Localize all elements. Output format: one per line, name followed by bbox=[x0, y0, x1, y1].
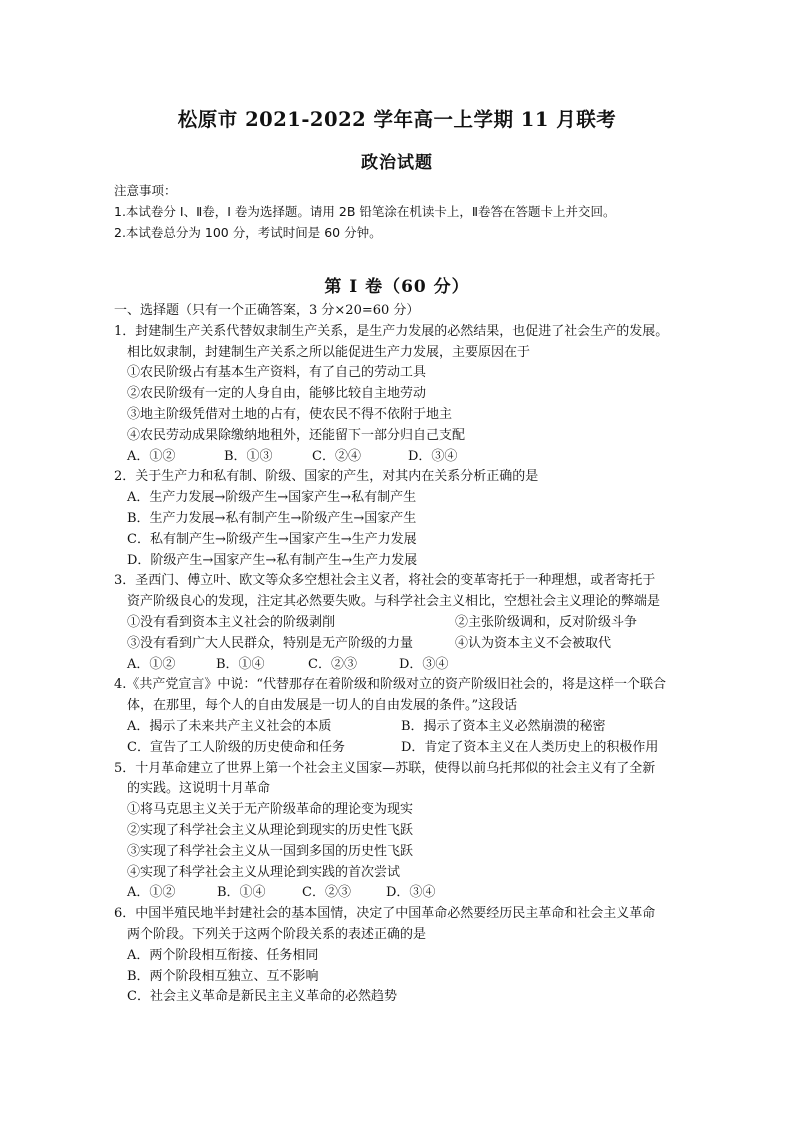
question-stem: 4.《共产党宣言》中说：“代替那存在着阶级和阶级对立的资产阶级旧社会的，将是这样一个联合 bbox=[114, 677, 667, 693]
choice-a: A．两个阶段相互衔接、任务相同 bbox=[127, 947, 319, 963]
statement-item: ②主张阶级调和，反对阶级斗争 bbox=[455, 614, 638, 630]
question-stem: 5．十月革命建立了世界上第一个社会主义国家—苏联，使得以前乌托邦似的社会主义有了全新 bbox=[114, 760, 656, 776]
option-d: D．③④ bbox=[386, 885, 436, 901]
statement-item: ③没有看到广大人民群众，特别是无产阶级的力量 bbox=[127, 635, 414, 651]
option-row bbox=[114, 883, 714, 904]
statement-item: ③实现了科学社会主义从一国到多国的历史性飞跃 bbox=[127, 843, 414, 859]
statement-item: ①没有看到资本主义社会的阶级剥削 bbox=[127, 614, 336, 630]
choice-b: B．揭示了资本主义必然崩溃的秘密 bbox=[401, 718, 606, 734]
option-a: A．①② bbox=[127, 885, 176, 901]
statement-item: ④实现了科学社会主义从理论到实践的首次尝试 bbox=[127, 864, 401, 880]
option-a: A．①② bbox=[127, 448, 176, 464]
question-3 bbox=[114, 571, 714, 675]
question-stem: 2．关于生产力和私有制、阶级、国家的产生，对其内在关系分析正确的是 bbox=[114, 469, 539, 485]
statement-item: ④农民劳动成果除缴纳地租外，还能留下一部分归自己支配 bbox=[127, 427, 466, 443]
question-list bbox=[114, 301, 714, 1008]
statement-item: ①将马克思主义关于无产阶级革命的理论变为现实 bbox=[127, 802, 414, 818]
choice-c: C．社会主义革命是新民主主义革命的必然趋势 bbox=[127, 989, 397, 1005]
choice-c: C．私有制产生→阶级产生→国家产生→生产力发展 bbox=[127, 531, 417, 547]
question-stem: 3．圣西门、傅立叶、欧文等众多空想社会主义者，将社会的变革寄托于一种理想，或者寄托于 bbox=[114, 573, 656, 589]
statement-item: ④认为资本主义不会被取代 bbox=[455, 635, 612, 651]
notes-heading: 注意事项： bbox=[114, 183, 177, 198]
question-1 bbox=[114, 322, 714, 468]
choice-c: C．宣告了工人阶级的历史使命和任务 bbox=[127, 739, 345, 755]
option-b: B．①④ bbox=[216, 656, 265, 672]
question-stem: 体，在那里，每个人的自由发展是一切人的自由发展的条件。”这段话 bbox=[127, 698, 518, 714]
question-stem: 6．中国半殖民地半封建社会的基本国情，决定了中国革命必然要经历民主革命和社会主义革命 bbox=[114, 906, 656, 922]
option-b: B．①③ bbox=[224, 448, 273, 464]
question-2 bbox=[114, 467, 714, 571]
question-6 bbox=[114, 904, 714, 1008]
notes-item: 2.本试卷总分为 100 分，考试时间是 60 分钟。 bbox=[114, 225, 382, 240]
statement-item: ②实现了科学社会主义从理论到现实的历史性飞跃 bbox=[127, 822, 414, 838]
choice-row bbox=[114, 717, 714, 738]
option-row bbox=[114, 447, 714, 468]
choice-d: D．阶级产生→国家产生→私有制产生→生产力发展 bbox=[127, 552, 418, 568]
option-row bbox=[114, 655, 714, 676]
choice-row bbox=[114, 738, 714, 759]
choice-b: B．生产力发展→私有制产生→阶级产生→国家产生 bbox=[127, 510, 417, 526]
question-4 bbox=[114, 675, 714, 758]
question-stem: 资产阶级良心的发现，注定其必然要失败。与科学社会主义相比，空想社会主义理论的弊端是 bbox=[127, 594, 661, 610]
question-stem: 两个阶段。下列关于这两个阶段关系的表述正确的是 bbox=[127, 926, 427, 942]
question-stem: 1．封建制生产关系代替奴隶制生产关系，是生产力发展的必然结果，也促进了社会生产的发展。 bbox=[114, 323, 669, 339]
option-c: C．②③ bbox=[302, 885, 351, 901]
statement-item: ②农民阶级有一定的人身自由，能够比较自主地劳动 bbox=[127, 386, 427, 402]
notes-item: 1.本试卷分 I、Ⅱ卷，I 卷为选择题。请用 2B 铅笔涂在机读卡上，Ⅱ卷答在答题卡上并交回。 bbox=[114, 204, 616, 219]
statement-item: ①农民阶级占有基本生产资料，有了自己的劳动工具 bbox=[127, 365, 427, 381]
statement-row bbox=[114, 634, 714, 655]
statement-item: ③地主阶级凭借对土地的占有，使农民不得不依附于地主 bbox=[127, 406, 453, 422]
question-stem: 相比奴隶制，封建制生产关系之所以能促进生产力发展，主要原因在于 bbox=[127, 344, 531, 360]
exam-subject: 政治试题 bbox=[361, 153, 433, 173]
question-stem: 的实践。这说明十月革命 bbox=[127, 781, 271, 797]
option-c: C．②④ bbox=[312, 448, 361, 464]
option-a: A．①② bbox=[127, 656, 176, 672]
question-5 bbox=[114, 759, 714, 905]
option-b: B．①④ bbox=[217, 885, 266, 901]
section-title: 第 I 卷（60 分） bbox=[324, 277, 470, 297]
choice-d: D．肯定了资本主义在人类历史上的积极作用 bbox=[401, 739, 659, 755]
exam-title: 松原市 2021-2022 学年高一上学期 11 月联考 bbox=[177, 108, 617, 131]
option-c: C．②③ bbox=[308, 656, 357, 672]
notes-block bbox=[114, 180, 616, 243]
section-intro: 一、选择题（只有一个正确答案，3 分×20=60 分） bbox=[114, 303, 420, 318]
option-d: D．③④ bbox=[408, 448, 458, 464]
choice-a: A．生产力发展→阶级产生→国家产生→私有制产生 bbox=[127, 490, 417, 506]
choice-b: B．两个阶段相互独立、互不影响 bbox=[127, 968, 319, 984]
option-d: D．③④ bbox=[399, 656, 449, 672]
statement-row bbox=[114, 613, 714, 634]
choice-a: A．揭示了未来共产主义社会的本质 bbox=[127, 718, 332, 734]
